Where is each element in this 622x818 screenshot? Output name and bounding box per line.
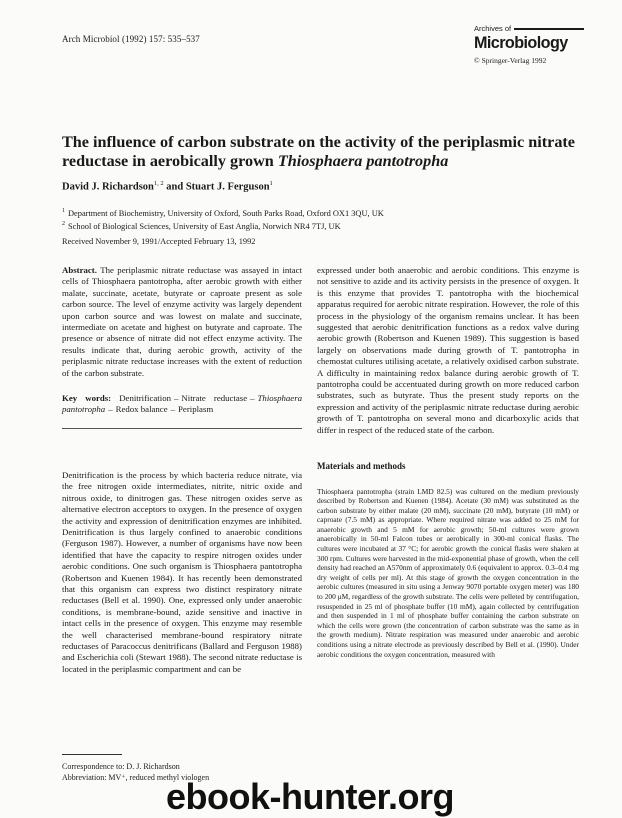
journal-citation: Arch Microbiol (1992) 157: 535–537	[62, 34, 200, 44]
keywords-label: Key words:	[62, 393, 112, 404]
masthead-journal-logo: Microbiology	[474, 33, 568, 52]
author-line	[62, 180, 273, 193]
affiliations	[62, 206, 384, 232]
methods-paragraph: Thiosphaera pantotropha (strain LMD 82.5) was cultured on the medium previously described by Robertson and Kuenen (1984). Acetate (30 mM) was substituted as the carbon substrate by either malate (20 mM), succinate (20 mM), butyrate (10 mM) or caproate (7.5 mM) as appropriate. Where required nitrate was added to 25 mM for anaerobic growth and 5 mM for aerobic growth; 50-ml cultures were grown anaerobically in 50-ml Falcon tubes or aerobically in 300-ml conical flasks. The cultures were incubated at 37 °C; for aerobic growth the conical flasks were shaken at 300 rpm. Cultures were harvested in the mid-exponential phase of growth, when the cell density had reached an A570nm of approximately 0.6 (equivalent to approx. 0.3–0.4 mg dry weight of cells per ml). At this stage of growth the oxygen concentration in the aerobic cultures (measured in situ using a Jenway 9070 portable oxygen meter) was 180 to 200 μM, regardless of the growth substrate. The cells were pelleted by centrifugation, resuspended in 25 ml of phosphate buffer (10 mM), again collected by centrifugation and then suspended in 1 ml of phosphate buffer containing the carbon substrate on which the cells were grown (the concentration of carbon substrate was the same as in the growth medium). Nitrate respiration was measured under anaerobic and aerobic conditions using a nitrate electrode as previously described by Bell et al. (1990). Under aerobic conditions the oxygen concentration, measured with	[317, 486, 579, 659]
masthead-copyright: © Springer-Verlag 1992	[474, 56, 547, 65]
masthead-rule	[514, 28, 584, 30]
watermark-text: ebook-hunter.org	[166, 776, 454, 817]
author-1: David J. Richardson	[62, 181, 154, 193]
keyword: Redox balance	[115, 404, 168, 415]
affiliation-1	[62, 206, 384, 219]
received-dates: Received November 9, 1991/Accepted February 13, 1992	[62, 237, 256, 246]
abbreviation-note: Abbreviation: MV⁺, reduced methyl viologen	[62, 773, 210, 782]
author-and: and	[163, 181, 186, 193]
keyword-separator: –	[250, 393, 255, 404]
left-column	[62, 265, 302, 675]
title-main: The influence of carbon substrate on the activity of the periplasmic nitrate reductase in aerobically grown	[62, 133, 575, 170]
methods-heading: Materials and methods	[317, 461, 406, 472]
author-2-affil: 1	[269, 180, 273, 187]
keyword-separator: –	[174, 393, 179, 404]
footnote-rule	[62, 754, 122, 755]
keyword-separator: –	[108, 404, 113, 415]
affiliation-2	[62, 219, 384, 232]
article-title	[62, 133, 582, 171]
section-divider	[62, 428, 302, 429]
introduction-paragraph: Denitrification is the process by which bacteria reduce nitrate, via the free nitrogen oxide intermediates, nitrite, nitric oxide and nitrous oxide, to dinitrogen gas. These nitrogen oxides serve as alternative electron acceptors to oxygen. In the presence of oxygen the activity and expression of denitrification enzymes are inhibited. Denitrification is thus largely confined to anaerobic conditions (Ferguson 1987). However, a number of organisms have now been identified that have the capacity to respire nitrogen oxides under aerobic conditions. One such organism is Thiosphaera pantotropha (Robertson and Kuenen 1984). It has recently been demonstrated that this organism can express two distinct respiratory nitrate reductases (Bell et al. 1990). One, expressed only under anaerobic conditions, is membrane-bound, azide sensitive and inactive in intact cells in the presence of oxygen. This enzyme may resemble the well characterised membrane-bound respiratory nitrate reductases of Paracoccus denitrificans (Ballard and Ferguson 1988) and Escherichia coli (Stewart 1988). The second nitrate reductase is located in the periplasmic compartment and can be	[62, 469, 302, 674]
keywords	[62, 393, 302, 416]
affiliation-2-num: 2	[62, 220, 65, 227]
author-2: Stuart J. Ferguson	[185, 181, 270, 193]
journal-masthead	[474, 24, 594, 65]
affiliation-2-text: School of Biological Sciences, University of East Anglia, Norwich NR4 7TJ, UK	[68, 221, 341, 231]
author-1-affil: 1, 2	[153, 180, 164, 187]
abstract	[62, 265, 302, 379]
keyword: Denitrification	[119, 393, 171, 404]
masthead-archives-of: Archives of	[474, 24, 512, 33]
abstract-label: Abstract.	[62, 265, 97, 275]
affiliation-1-num: 1	[62, 208, 65, 214]
title-organism: Thiosphaera pantotropha	[277, 152, 449, 170]
keyword-separator: –	[170, 404, 176, 415]
abstract-text: The periplasmic nitrate reductase was assayed in intact cells of Thiosphaera pantotropha, after aerobic growth with either malate, succinate, acetate, butyrate or caproate present as sole carbon source. The level of enzyme activity was largely dependent upon carbon source and was lowest on malate and succinate, intermediate on acetate and highest on butyrate and caproate. The presence or absence of nitrate did not effect enzyme activity. The results indicate that, during aerobic growth, activity of the periplasmic nitrate reductase increases with the extent of reduction of the carbon substrate.	[62, 265, 302, 378]
affiliation-1-text: Department of Biochemistry, University of Oxford, South Parks Road, Oxford OX1 3QU, UK	[68, 208, 384, 218]
keyword: Periplasm	[178, 404, 214, 415]
keyword: Nitrate reductase	[181, 393, 248, 404]
introduction-continued: expressed under both anaerobic and aerobic conditions. This enzyme is not sensitive to azide and its activity persists in the presence of oxygen. It is this enzyme that provides T. pantotropha with the biochemical apparatus required for aerobic nitrate respiration. However, the role of this process in the physiology of the organism remains unclear. It has been suggested that aerobic denitrification functions as a redox valve during aerobic growth (Robertson and Kuenen 1989). This suggestion is based largely on observations made during growth of T. pantotropha in chemostat cultures utilising acetate, a relatively oxidised carbon substrate. A difficulty in maintaining redox balance during aerobic growth of T. pantotropha could be accentuated during growth on more reduced carbon substrates, such as butyrate. Thus the present study reports on the expression and activity of the periplasmic nitrate reductase during aerobic growth of T. pantotropha on several mono and dicarboxylic acids that differ in respect of the reduced state of the carbon.	[317, 265, 579, 435]
right-column	[317, 265, 579, 659]
keyword: Thiosphaera pantotropha	[62, 393, 303, 415]
correspondence-note: Correspondence to: D. J. Richardson	[62, 762, 180, 771]
